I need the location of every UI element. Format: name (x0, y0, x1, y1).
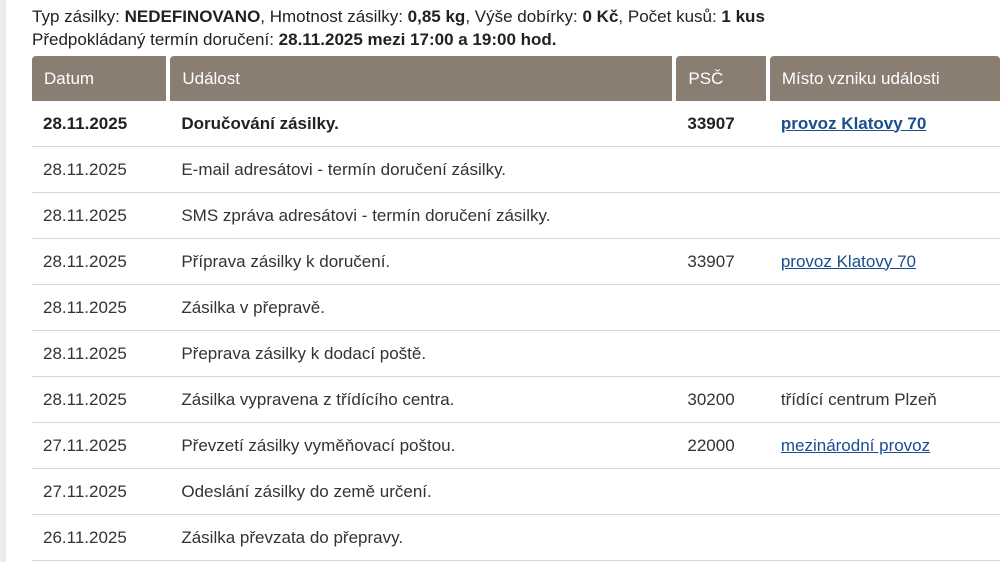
cell-date: 26.11.2025 (32, 515, 170, 561)
shipment-summary-line2 (32, 28, 765, 51)
table-row (32, 101, 1000, 147)
cell-psc: 30200 (676, 377, 769, 423)
cell-psc (676, 193, 769, 239)
cell-event: Příprava zásilky k doručení. (170, 239, 676, 285)
cell-event: Přeprava zásilky k dodací poště. (170, 331, 676, 377)
cell-place (770, 331, 1000, 377)
table-row (32, 331, 1000, 377)
place-link[interactable]: mezinárodní provoz (780, 435, 931, 455)
cell-psc: 33907 (676, 239, 769, 285)
cell-event: Převzetí zásilky vyměňovací poštou. (170, 423, 676, 469)
cell-date: 27.11.2025 (32, 469, 170, 515)
header-place: Místo vzniku události (770, 56, 1000, 101)
type-label: Typ zásilky: (32, 7, 125, 26)
table-row (32, 423, 1000, 469)
left-scroll-edge (0, 0, 6, 562)
place-link[interactable]: provoz Klatovy 70 (780, 113, 927, 133)
cell-date: 27.11.2025 (32, 423, 170, 469)
cell-date: 28.11.2025 (32, 331, 170, 377)
cell-event: E-mail adresátovi - termín doručení zásilky. (170, 147, 676, 193)
cell-place (770, 469, 1000, 515)
table-row (32, 377, 1000, 423)
weight-value: 0,85 kg (407, 7, 466, 26)
cell-place (770, 423, 1000, 469)
cell-psc (676, 285, 769, 331)
shipment-summary-line1 (32, 5, 765, 28)
cell-place: třídící centrum Plzeň (770, 377, 1000, 423)
cell-event: Doručování zásilky. (170, 101, 676, 147)
cell-event: Zásilka převzata do přepravy. (170, 515, 676, 561)
weight-label: , Hmotnost zásilky: (260, 7, 408, 26)
cell-date: 28.11.2025 (32, 193, 170, 239)
cell-psc: 33907 (676, 101, 769, 147)
table-row (32, 285, 1000, 331)
header-event: Událost (170, 56, 676, 101)
header-date: Datum (32, 56, 170, 101)
table-row (32, 469, 1000, 515)
tracking-table-header (32, 56, 1000, 101)
cell-place (770, 285, 1000, 331)
tracking-table-body (32, 101, 1000, 561)
delivery-label: Předpokládaný termín doručení: (32, 30, 279, 49)
cell-psc (676, 331, 769, 377)
cell-place (770, 515, 1000, 561)
table-row (32, 147, 1000, 193)
delivery-value: 28.11.2025 mezi 17:00 a 19:00 hod. (278, 30, 557, 49)
cell-event: Zásilka v přepravě. (170, 285, 676, 331)
shipment-summary (32, 5, 765, 51)
cell-event: Odeslání zásilky do země určení. (170, 469, 676, 515)
cod-value: 0 Kč (582, 7, 619, 26)
cell-place (770, 101, 1000, 147)
cell-psc (676, 515, 769, 561)
table-row (32, 193, 1000, 239)
tracking-table (32, 56, 1000, 561)
cell-date: 28.11.2025 (32, 377, 170, 423)
cell-event: Zásilka vypravena z třídícího centra. (170, 377, 676, 423)
table-row (32, 239, 1000, 285)
cell-psc (676, 147, 769, 193)
cell-event: SMS zpráva adresátovi - termín doručení zásilky. (170, 193, 676, 239)
count-value: 1 kus (721, 7, 765, 26)
cell-date: 28.11.2025 (32, 239, 170, 285)
cell-date: 28.11.2025 (32, 285, 170, 331)
count-label: , Počet kusů: (618, 7, 722, 26)
header-psc: PSČ (676, 56, 769, 101)
cell-date: 28.11.2025 (32, 147, 170, 193)
cell-place (770, 239, 1000, 285)
cell-place (770, 193, 1000, 239)
cell-psc (676, 469, 769, 515)
cell-psc: 22000 (676, 423, 769, 469)
table-row (32, 515, 1000, 561)
cell-date: 28.11.2025 (32, 101, 170, 147)
place-link[interactable]: provoz Klatovy 70 (780, 251, 916, 271)
type-value: NEDEFINOVANO (124, 7, 261, 26)
cod-label: , Výše dobírky: (465, 7, 583, 26)
cell-place (770, 147, 1000, 193)
